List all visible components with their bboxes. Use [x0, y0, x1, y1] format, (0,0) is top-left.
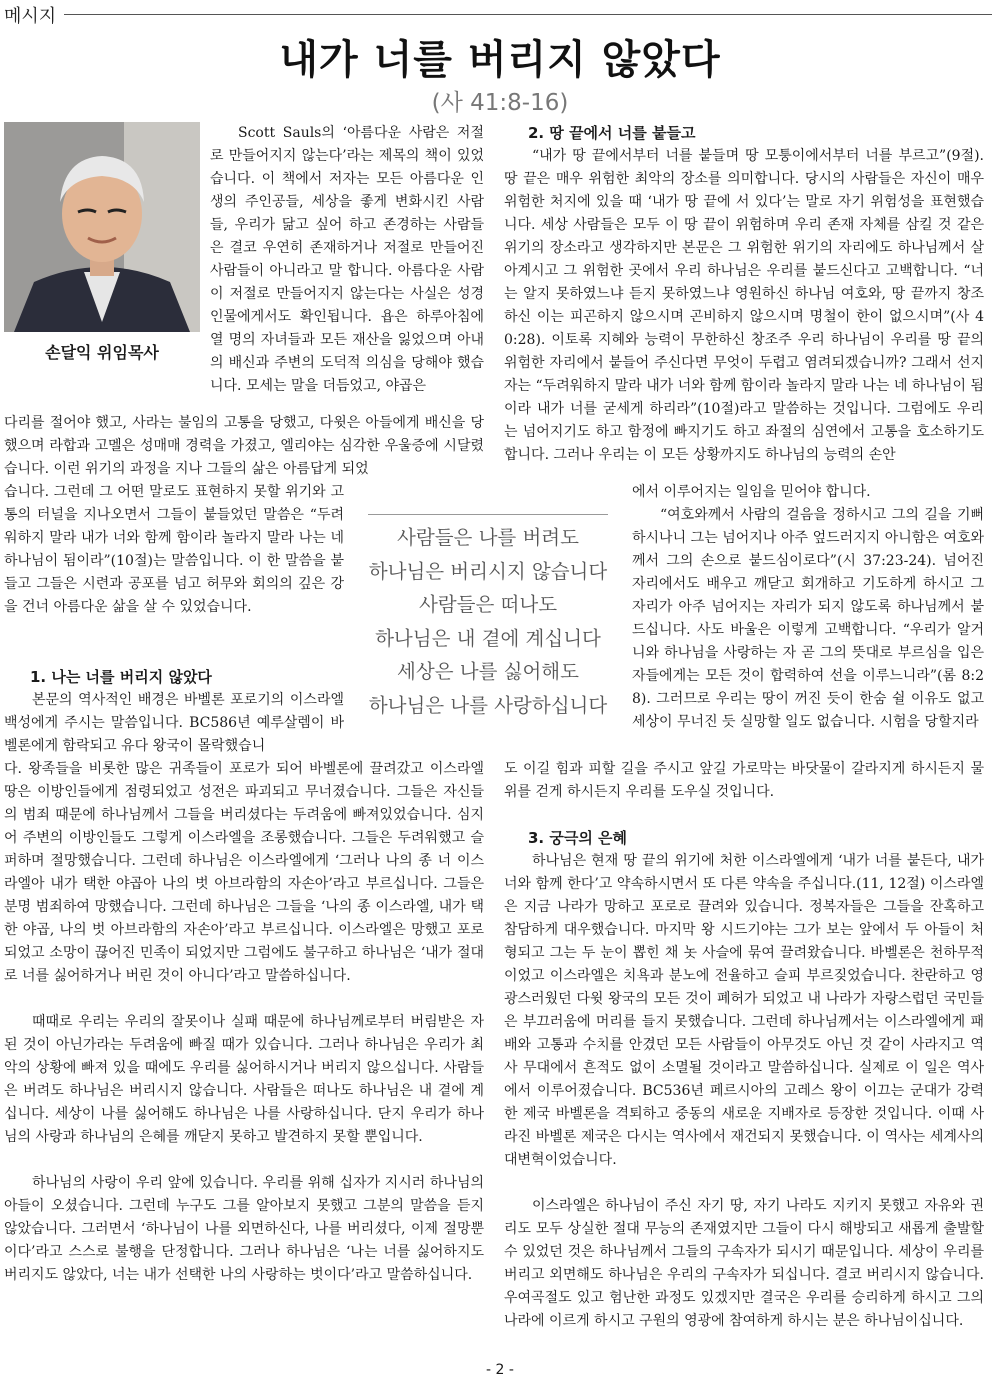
page-title: 내가 너를 버리지 않았다 [279, 37, 721, 83]
section-1-paragraph-3: 하나님의 사랑이 우리 앞에 있습니다. 우리를 위해 십자가 지시러 하나님의 아들이 오셨습니다. 그런데 누구도 그를 알아보지 못했고 그분의 말씀을 듣지 않았습니다. 그러면서 ‘하나님이 나를 외면하신다, 나를 버리셨다, 이제 절망뿐이다’라고 스스로 불행을 단정합니다. 그러나 하나님은 ‘나는 너를 싫어하지도 버리지도 않았다, 너는 내가 선택한 나의 사랑하는 벗이다’라고 말씀하십니다. [4, 1175, 484, 1283]
intro-paragraph-part-1: Scott Sauls의 ‘아름다운 사람은 저절로 만들어지지 않는다’라는 제목의 책이 있었습니다. 이 책에서 저자는 모든 아름다운 인생의 주인공들, 세상을 좋게 변화시킨 사람들, 우리가 닮고 싶어 하고 존경하는 사람들은 결코 우연히 존재하거나 저절로 만들어진 사람들이 아니라고 말 합니다. 아름다운 사람이 저절로 만들어지지 않는다는 사실은 성경 인물에게서도 확인됩니다. 욥은 하루아침에 열 명의 자녀들과 모든 재산을 잃었으며 아내의 배신과 주변의 도덕적 의심을 당해야 했습니다. 모세는 말을 더듬었고, 야곱은 [210, 125, 484, 394]
section-2-paragraph-2b: 도 이길 힘과 피할 길을 주시고 앞길 가로막는 바닷물이 갈라지게 하시든지 물 위를 걷게 하시든지 우리를 도우실 것입니다. [504, 761, 984, 800]
section-1-paragraph-2: 때때로 우리는 우리의 잘못이나 실패 때문에 하나님께로부터 버림받은 자 된 것이 아닌가라는 두려움에 빠질 때가 있습니다. 그러나 하나님은 우리가 최악의 상황에 빠져 있을 때에도 우리를 싫어하시거나 버리지 않으십니다. 사람들은 버려도 하나님은 버리시지 않습니다. 사람들은 떠나도 하나님은 내 곁에 계십니다. 세상이 나를 싫어해도 하나님은 나를 사랑하십니다. 단지 우리가 하나님의 사랑과 하나님의 은혜를 깨닫지 못하고 발견하지 못할 뿐입니다. [4, 1014, 484, 1145]
pull-quote-line: 세상은 나를 싫어해도 [397, 660, 579, 683]
pastor-caption: 손달익 위임목사 [45, 343, 159, 362]
section-2-paragraph-1a: “내가 땅 끝에서부터 너를 붙들며 땅 모퉁이에서부터 너를 부르고”(9절). 땅 끝은 매우 위험한 최악의 장소를 의미합니다. 당시의 사람들은 자신이 매우 위험한 처지에 있을 때 ‘내가 땅 끝에 서 있다’는 말로 자기 위험성을 표현했습니다. 세상 사람들은 모두 이 땅 끝이 위험하며 우리 존재 자체를 삼킬 것 같은 위기의 장소라고 생각하지만 본문은 그 위험한 위기의 자리에도 하나님께서 살아계시고 그 위험한 곳에서 우리 하나님은 우리를 붙드신다고 고백합니다. “너는 알지 못하였느냐 듣지 못하였느냐 영원하신 하나님 여호와, 땅 끝까지 창조하신 이는 피곤하지 않으시며 곤비하지 않으시며 명철이 한이 없으시며”(사 40:28). 이토록 지혜와 능력이 무한하신 창조주 우리 하나님이 우리를 땅 끝의 위험한 자리에서 붙들어 주신다면 무엇이 두렵고 염려되겠습니까? 그래서 선지자는 “두려워하지 말라 내가 너와 함께 함이라 놀라지 말라 나는 네 하나님이 됨이라 내가 너를 굳세게 하리라”(10절)라고 말씀하는 것입니다. 그럼에도 우리는 넘어지기도 하고 함정에 빠지기도 하고 좌절의 심연에서 고통을 호소하기도 합니다. 그러나 우리는 이 모든 상황까지도 하나님의 능력의 손안 [504, 148, 984, 463]
section-2-paragraph-1b: 에서 이루어지는 일임을 믿어야 합니다. [632, 484, 871, 500]
scripture-reference: (사 41:8-16) [431, 90, 569, 116]
pull-quote-line: 사람들은 떠나도 [418, 593, 558, 616]
intro-paragraph-part-3: 습니다. 그런데 그 어떤 말로도 표현하지 못할 위기와 고통의 터널을 지나오면서 그들이 붙들었던 말씀은 “두려워하지 말라 내가 너와 함께 함이라 놀라지 말라 나는 네 하나님이 됨이라”(10절)는 말씀입니다. 이 한 말씀을 붙들고 그들은 시련과 공포를 넘고 허무와 회의의 깊은 강을 건너 아름다운 삶을 살 수 있었습니다. [4, 484, 344, 615]
section-3-paragraph-2: 이스라엘은 하나님이 주신 자기 땅, 자기 나라도 지키지 못했고 자유와 권리도 모두 상실한 절대 무능의 존재였지만 그들이 다시 해방되고 새롭게 출발할 수 있었던 것은 하나님께서 그들의 구속자가 되시기 때문입니다. 세상이 우리를 버리고 외면해도 하나님은 우리의 구속자가 되십니다. 결코 버리시지 않습니다. 우여곡절도 있고 험난한 과정도 있겠지만 결국은 우리를 승리하게 하시고 그의 나라에 이르게 하시고 구원의 영광에 참여하게 하시는 분은 하나님이십니다. [504, 1198, 984, 1329]
pull-quote-line: 하나님은 내 곁에 계십니다 [375, 626, 601, 650]
intro-paragraph-part-2: 다리를 절어야 했고, 사라는 불임의 고통을 당했고, 다윗은 아들에게 배신을 당했으며 라합과 고멜은 성매매 경력을 가졌고, 엘리야는 심각한 우울증에 시달렸습니다. 이런 위기의 과정을 지나 그들의 삶은 아름답게 되었 [4, 415, 484, 477]
header-rule [64, 14, 992, 15]
pull-quote-line: 하나님은 나를 사랑하십니다 [368, 693, 608, 717]
section-1-heading: 1. 나는 너를 버리지 않았다 [30, 668, 212, 686]
page-number: - 2 - [486, 1362, 514, 1378]
pull-quote [368, 514, 608, 724]
pastor-photo [4, 122, 200, 332]
section-label: 메시지 [4, 6, 57, 27]
pull-quote-line: 사람들은 나를 버려도 [397, 526, 579, 549]
section-1-paragraph-1b: 다. 왕족들을 비롯한 많은 귀족들이 포로가 되어 바벨론에 끌려갔고 이스라엘 땅은 이방인들에게 점령되었고 성전은 파괴되고 무너졌습니다. 그들은 자신들의 범죄 때문에 하나님께서 그들을 버리셨다는 두려움에 빠져있었습니다. 심지어 주변의 이방인들도 그렇게 이스라엘을 조롱했습니다. 그들은 두려워했고 슬퍼하며 절망했습니다. 그런데 하나님은 이스라엘에게 ‘그러나 나의 종 너 이스라엘아 내가 택한 야곱아 나의 벗 아브라함의 자손아’라고 부르십니다. 그들은 분명 범죄하여 망했습니다. 그런데 하나님은 그들을 ‘나의 종 이스라엘, 내가 택한 야곱, 나의 벗 아브라함의 자손아’라고 부르십니다. 이스라엘은 망했고 포로 되었고 소망이 끊어진 민족이 되었지만 그럼에도 불구하고 하나님은 ‘내가 절대로 너를 싫어하거나 버린 것이 아니다’라고 말씀하십니다. [4, 761, 484, 984]
pull-quote-line: 하나님은 버리시지 않습니다 [368, 559, 608, 583]
section-3-paragraph-1: 하나님은 현재 땅 끝의 위기에 처한 이스라엘에게 ‘내가 너를 붙든다, 내가 너와 함께 한다’고 약속하시면서 또 다른 약속을 주십니다.(11, 12절) 이스라엘은 지금 나라가 망하고 포로로 끌려와 있습니다. 정복자들은 그들을 잔혹하고 참담하게 대우했습니다. 마지막 왕 시드기야는 그가 보는 앞에서 두 아들이 처형되고 그는 두 눈이 뽑힌 채 놋 사슬에 묶여 끌려왔습니다. 바벨론은 천하무적이었고 이스라엘은 치욕과 분노에 전율하고 슬피 부르짖었습니다. 찬란하고 영광스러웠던 다윗 왕국의 모든 것이 폐허가 되었고 내 나라가 자랑스럽던 국민들은 부끄러움에 머리를 들지 못했습니다. 그런데 하나님께서는 이스라엘에게 패배와 고통과 수치를 안겼던 모든 사람들이 아무것도 아닌 것 같이 사라지고 역사 무대에서 흔적도 없이 소멸될 것이라고 말씀하십니다. 실제로 이 일은 역사에서 이루어졌습니다. BC536년 페르시아의 고레스 왕이 이끄는 군대가 강력한 제국 바벨론을 격퇴하고 중동의 새로운 지배자로 등장한 것입니다. 이때 사라진 바벨론 제국은 다시는 역사에서 재건되지 못했습니다. 이 역사는 세계사의 대변혁이었습니다. [504, 853, 984, 1168]
section-2-heading: 2. 땅 끝에서 너를 붙들고 [528, 124, 696, 142]
section-3-heading: 3. 궁극의 은혜 [528, 829, 628, 847]
section-2-paragraph-2a: “여호와께서 사람의 걸음을 정하시고 그의 길을 기뻐하시나니 그는 넘어지나 아주 엎드러지지 아니함은 여호와께서 그의 손으로 붙드심이로다”(시 37:23-24). 넘어진 자리에서도 배우고 깨닫고 회개하고 기도하게 하시고 그 자리가 아주 넘어지는 자리가 되지 않도록 하나님께서 붙드십니다. 사도 바울은 이렇게 고백합니다. “우리가 알거니와 하나님을 사랑하는 자 곧 그의 뜻대로 부르심을 입은 자들에게는 모든 것이 합력하여 선을 이루느니라”(롬 8:28). 그러므로 우리는 땅이 꺼진 듯이 한숨 쉴 이유도 없고 세상이 무너진 듯 실망할 일도 없습니다. 시험을 당할지라 [632, 507, 984, 730]
portrait-image [4, 122, 200, 332]
section-1-paragraph-1a: 본문의 역사적인 배경은 바벨론 포로기의 이스라엘 백성에게 주시는 말씀입니다. BC586년 예루살렘이 바벨론에게 함락되고 유다 왕국이 몰락했습니 [4, 692, 344, 754]
